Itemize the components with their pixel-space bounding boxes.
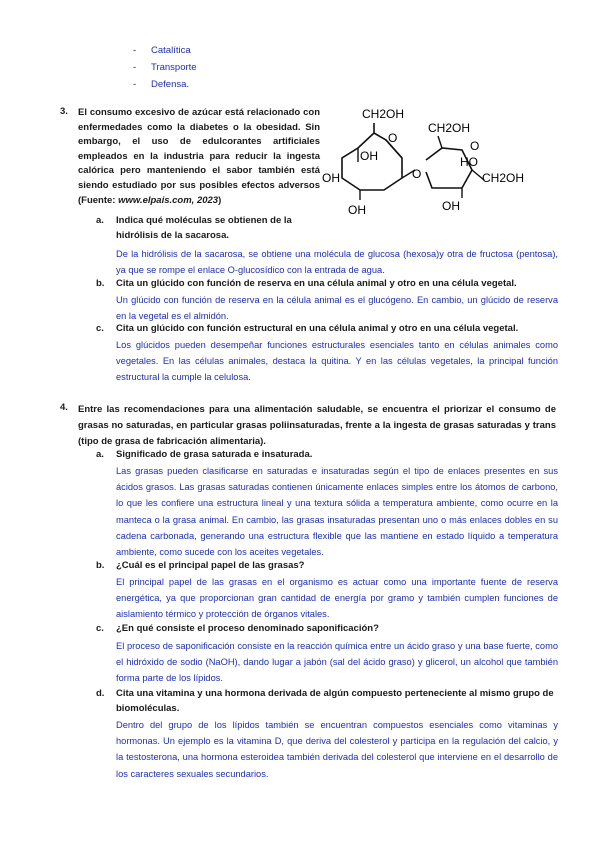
molecule-label: OH: [360, 149, 378, 163]
answer-4d: Dentro del grupo de los lípidos también se encuentran compuestos esenciales como vitaminas y hormonas. Un ejemplo es la vitamina D, que deriva del colesterol y participa en la regulación del calcio, y la testosterona, una hormona esteroidea también derivada del colesterol que interviene en el desarrollo de los caracteres sexuales secundarios.: [116, 720, 558, 779]
question-4c: c. ¿En qué consiste el proceso denominado saponificación?: [96, 623, 379, 634]
molecule-label: HO: [460, 155, 478, 169]
question-4b: b. ¿Cuál es el principal papel de las grasas?: [96, 560, 305, 571]
molecule-label: OH: [348, 203, 366, 217]
list-item: - Defensa.: [133, 79, 190, 90]
molecule-label: O: [412, 167, 422, 181]
source-citation: (Fuente: www.elpais.com, 2023): [78, 194, 222, 206]
question-3-text: El consumo excesivo de azúcar está relacionado con enfermedades como la diabetes o la obesidad. Sin embargo, el uso de edulcorantes artificiales empleados en la industria para reducir la ingesta calórica pero manteniendo el sabor también está siendo estudiado por sus posibles efectos adversos (Fuente: www.elpais.com, 2023): [78, 107, 320, 206]
molecule-label: O: [470, 139, 480, 153]
question-4-text: Entre las recomendaciones para una alimentación saludable, se encuentra el priorizar el consumo de grasas no saturadas, en particular grasas poliinsaturadas, frente a la ingesta de grasas saturadas y trans (tipo de grasa de fabricación alimentaria).: [78, 404, 556, 447]
bullet-list: [133, 42, 197, 93]
molecule-label: O: [388, 131, 398, 145]
question-4-number: 4.: [60, 402, 68, 413]
answer-3b: Un glúcido con función de reserva en la célula animal es el glucógeno. En cambio, un glúcido de reserva en la vegetal es el almidón.: [116, 295, 558, 322]
molecule-label: CH2OH: [482, 171, 525, 185]
answer-4c: El proceso de saponificación consiste en la reacción química entre un ácido graso y una base fuerte, como el hidróxido de sodio (NaOH), dando lugar a jabón (sal del ácido graso) y glicerol, un alcohol que también forma parte de los lípidos.: [116, 641, 558, 684]
molecule-label: OH: [322, 171, 340, 185]
question-3-number: 3.: [60, 106, 68, 117]
answer-3a: De la hidrólisis de la sacarosa, se obtiene una molécula de glucosa (hexosa)y otra de fructosa (pentosa), ya que se rompe el enlace O-glucosídico con la entrada de agua.: [116, 249, 558, 276]
molecule-label: CH2OH: [362, 107, 405, 121]
answer-4a: Las grasas pueden clasificarse en saturadas e insaturadas según el tipo de enlaces presentes en sus ácidos grasos. Las grasas saturadas contienen únicamente enlaces simples entre los átomos de carbono, lo que les confiere una estructura lineal y una textura sólida a temperatura ambiente, como ocurre en la manteca o la grasa animal. En cambio, las grasas insaturadas presentan uno o más enlaces dobles en su cadena carbonada, generando una estructura flexible que las mantiene en estado líquido a temperatura ambiente, como sucede con los aceites vegetales.: [116, 466, 558, 558]
answer-3c: Los glúcidos pueden desempeñar funciones estructurales esenciales tanto en células animales como vegetales. En las células animales, destaca la quitina. Y en las células vegetales, la principal función estructural la cumple la celulosa.: [116, 340, 558, 383]
question-4d: d. Cita una vitamina y una hormona derivada de algún compuesto perteneciente al mismo grupo de biomoléculas.: [96, 688, 554, 714]
answer-4b: El principal papel de las grasas en el organismo es actuar como una importante fuente de reserva energética, ya que proporcionan gran cantidad de energía por gramo y también cumplen funciones de aislamiento térmico y protección de órganos vitales.: [116, 577, 558, 620]
list-item: - Catalítica: [133, 45, 191, 56]
sucrose-molecule-diagram: [322, 100, 552, 220]
list-item: - Transporte: [133, 62, 197, 73]
question-4a: a. Significado de grasa saturada e insaturada.: [96, 449, 313, 460]
question-3c: c. Cita un glúcido con función estructural en una célula animal y otro en una célula vegetal.: [96, 323, 519, 334]
question-3b: b. Cita un glúcido con función de reserva en una célula animal y otro en una célula vegetal.: [96, 278, 517, 289]
molecule-label: OH: [442, 199, 460, 213]
molecule-label: CH2OH: [428, 121, 471, 135]
question-3a: a. Indica qué moléculas se obtienen de la hidrólisis de la sacarosa.: [96, 215, 292, 241]
